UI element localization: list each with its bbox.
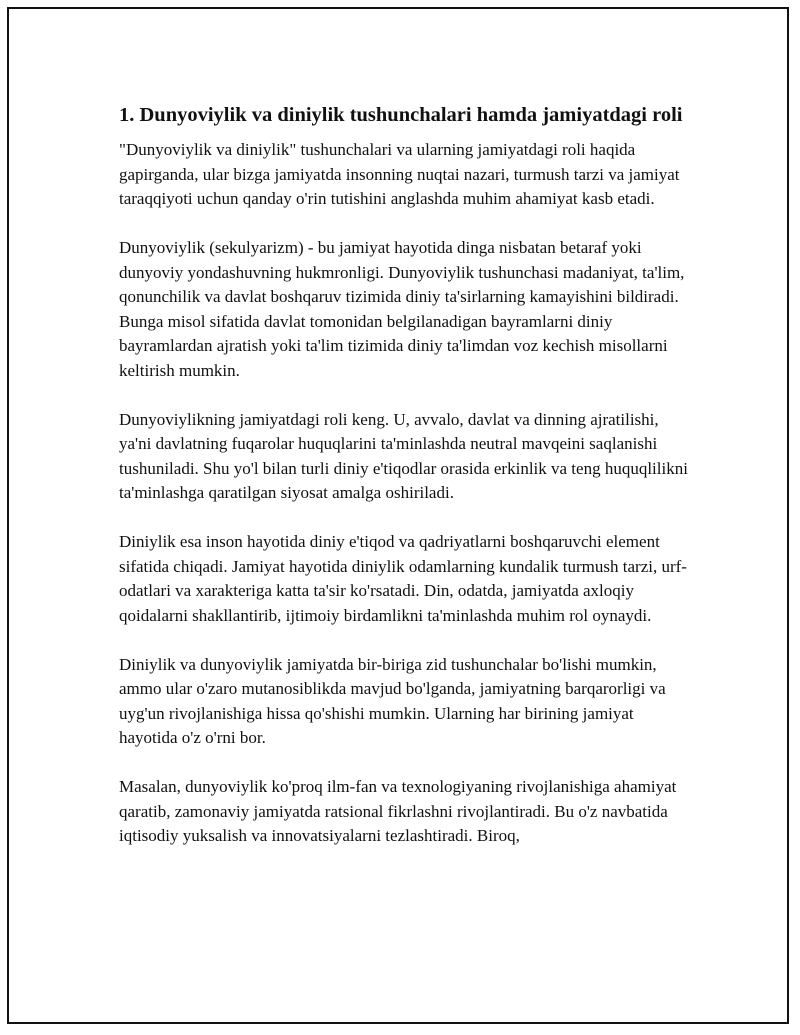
paragraph-6: Masalan, dunyoviylik ko'proq ilm-fan va texnologiyaning rivojlanishiga ahamiyat qaratib, zamonaviy jamiyatda ratsional fikrlashni rivojlantiradi. Bu o'z navbatida iqtisodiy yuksalish va innovatsiyalarni tezlashtiradi. Biroq,: [119, 777, 677, 845]
document-page: [7, 7, 789, 1024]
document-body: [119, 101, 689, 873]
paragraph-3: Dunyoviylikning jamiyatdagi roli keng. U, avvalo, davlat va dinning ajratilishi, ya'ni davlatning fuqarolar huquqlarini ta'minlashda neutral mavqeini saqlanishi tushuniladi. Shu yo'l bilan turli diniy e'tiqodlar orasida erkinlik va teng huquqlilikni ta'minlashga qaratilgan siyosat amalga oshiriladi.: [119, 409, 688, 502]
paragraph-4: Diniylik esa inson hayotida diniy e'tiqod va qadriyatlarni boshqaruvchi element sifatida chiqadi. Jamiyat hayotida diniylik odamlarning kundalik turmush tarzi, urf-odatlari va xarakteriga katta ta'sir ko'rsatadi. Din, odatda, jamiyatda axloqiy qoidalarni shakllantirib, ijtimoiy birdamlikni ta'minlashda muhim rol oynaydi.: [119, 532, 687, 625]
section-heading: 1. Dunyoviylik va diniylik tushunchalari hamda jamiyatdagi roli: [119, 104, 683, 126]
paragraph-2: Dunyoviylik (sekulyarizm) - bu jamiyat hayotida dinga nisbatan betaraf yoki dunyoviy yondashuvning hukmronligi. Dunyoviylik tushunchasi madaniyat, ta'lim, qonunchilik va davlat boshqaruv tizimida diniy ta'sirlarning kamayishini bildiradi. Bunga misol sifatida davlat tomonidan belgilanadigan bayramlarni diniy bayramlardan ajratish yoki ta'lim tizimida diniy ta'limdan voz kechish misollarni keltirish mumkin.: [119, 238, 685, 380]
paragraph-1: "Dunyoviylik va diniylik" tushunchalari va ularning jamiyatdagi roli haqida gapirganda, ular bizga jamiyatda insonning nuqtai nazari, turmush tarzi va jamiyat taraqqiyoti uchun qanday o'rin tutishini anglashda muhim ahamiyat kasb etadi.: [119, 140, 680, 208]
paragraph-5: Diniylik va dunyoviylik jamiyatda bir-biriga zid tushunchalar bo'lishi mumkin, ammo ular o'zaro mutanosiblikda mavjud bo'lganda, jamiyatning barqarorligi va uyg'un rivojlanishiga hissa qo'shishi mumkin. Ularning har birining jamiyat hayotida o'z o'rni bor.: [119, 654, 666, 747]
